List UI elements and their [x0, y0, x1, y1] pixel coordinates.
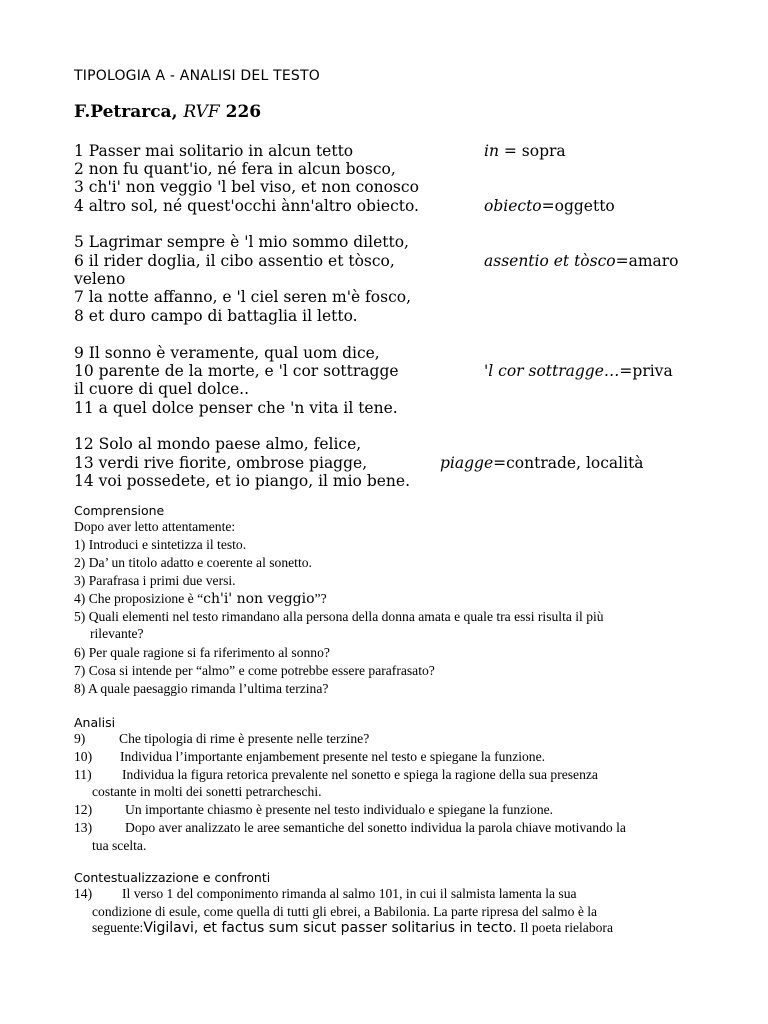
verse-line: 8 et duro campo di battaglia il letto. [74, 307, 358, 325]
question-text: Il poeta rielabora [516, 920, 613, 935]
verse-line: 5 Lagrimar sempre è 'l mio sommo diletto, [74, 233, 409, 251]
question-item: Dopo aver analizzato le aree semantiche del sonetto individua la parola chiave motivando la [125, 820, 626, 835]
question-item: 8) A quale paesaggio rimanda l’ultima terzina? [74, 681, 329, 696]
verse-line: 11 a quel dolce penser che 'n vita il tene. [74, 399, 398, 417]
verse-line: 3 ch'i' non veggio 'l bel viso, et non conosco [74, 178, 419, 196]
question-item: 6) Per quale ragione si fa riferimento al sonno? [74, 645, 330, 660]
question-item: 2) Da’ un titolo adatto e coerente al sonetto. [74, 555, 312, 570]
quoted-verse: ch'i' non veggio [203, 591, 315, 607]
question-number: 9) [74, 731, 86, 746]
gloss-term: in [484, 142, 499, 160]
gloss-term: 'l cor sottragge… [484, 362, 620, 380]
verse-line: 10 parente de la morte, e 'l cor sottragge [74, 362, 399, 380]
work-title: RVF [183, 102, 220, 122]
question-item: 1) Introduci e sintetizza il testo. [74, 537, 247, 552]
quoted-psalm: Vigilavi, et factus sum sicut passer solitarius in tecto. [143, 920, 517, 936]
verse-line: 2 non fu quant'io, né fera in alcun bosco, [74, 160, 396, 178]
verse-line: 12 Solo al mondo paese almo, felice, [74, 435, 362, 453]
verse-line: 9 Il sonno è veramente, qual uom dice, [74, 344, 380, 362]
question-number: 10) [74, 749, 93, 764]
verse-line: veleno [74, 270, 126, 288]
verse-line: 13 verdi rive fiorite, ombrose piagge, [74, 454, 368, 472]
gloss-definition: =amaro [615, 252, 679, 270]
poem-number: 226 [225, 102, 262, 122]
question-item: Individua la figura retorica prevalente nel sonetto e spiega la ragione della sua presenza [122, 767, 598, 782]
gloss-definition: = sopra [498, 142, 566, 160]
section-title-comprensione: Comprensione [74, 503, 165, 518]
question-item-continued [92, 920, 613, 936]
question-number: 14) [74, 886, 93, 901]
question-item: 7) Cosa si intende per “almo” e come potrebbe essere parafrasato? [74, 663, 435, 678]
question-item: Il verso 1 del componimento rimanda al salmo 101, in cui il salmista lamenta la sua [122, 886, 577, 901]
gloss-term: assentio et tòsco [484, 252, 616, 270]
section-title-contestualizzazione: Contestualizzazione e confronti [74, 870, 271, 885]
verse-line: 7 la notte affanno, e 'l ciel seren m'è fosco, [74, 288, 412, 306]
question-item-continued: costante in molti dei sonetti petrarcheschi. [92, 784, 322, 799]
question-item: Un importante chiasmo è presente nel testo individualo e spiegane la funzione. [125, 802, 554, 817]
verse-line: il cuore di quel dolce.. [74, 380, 250, 398]
question-number: 12) [74, 802, 93, 817]
verse-line: 1 Passer mai solitario in alcun tetto [74, 142, 354, 160]
question-item-continued: rilevante? [90, 626, 144, 641]
gloss-definition: =oggetto [541, 197, 615, 215]
gloss-note [484, 197, 615, 215]
gloss-definition: =contrade, località [493, 454, 644, 472]
gloss-term: piagge [440, 454, 494, 472]
question-item [74, 591, 327, 607]
verse-line: 14 voi possedete, et io piango, il mio bene. [74, 472, 410, 490]
gloss-definition: =priva [619, 362, 673, 380]
gloss-term: obiecto [484, 197, 542, 215]
question-item: Che tipologia di rime è presente nelle terzine? [119, 731, 370, 746]
question-text: ”? [314, 591, 327, 606]
gloss-note [484, 362, 673, 380]
tipologia-heading: TIPOLOGIA A - ANALISI DEL TESTO [74, 68, 320, 84]
question-item: 3) Parafrasa i primi due versi. [74, 573, 236, 588]
gloss-note [440, 454, 644, 472]
question-number: 11) [74, 767, 92, 782]
question-text: 4) Che proposizione è “ [74, 591, 204, 606]
gloss-note [484, 252, 679, 270]
verse-line: 4 altro sol, né quest'occhi ànn'altro obiecto. [74, 197, 419, 215]
question-number: 13) [74, 820, 93, 835]
question-item: 5) Quali elementi nel testo rimandano alla persona della donna amata e quale tra essi risulta il più [74, 609, 604, 624]
gloss-note [484, 142, 566, 160]
verse-line: 6 il rider doglia, il cibo assentio et tòsco, [74, 252, 395, 270]
poem-title [74, 102, 261, 122]
question-item: Individua l’importante enjambement presente nel testo e spiegane la funzione. [120, 749, 546, 764]
section-title-analisi: Analisi [74, 715, 116, 730]
question-item-continued: tua scelta. [92, 838, 147, 853]
question-text: seguente: [92, 920, 144, 935]
section-intro: Dopo aver letto attentamente: [74, 519, 236, 534]
author-name: F.Petrarca, [74, 102, 178, 122]
question-item-continued: condizione di esule, come quella di tutti gli ebrei, a Babilonia. La parte ripresa del salmo è la [92, 904, 598, 919]
